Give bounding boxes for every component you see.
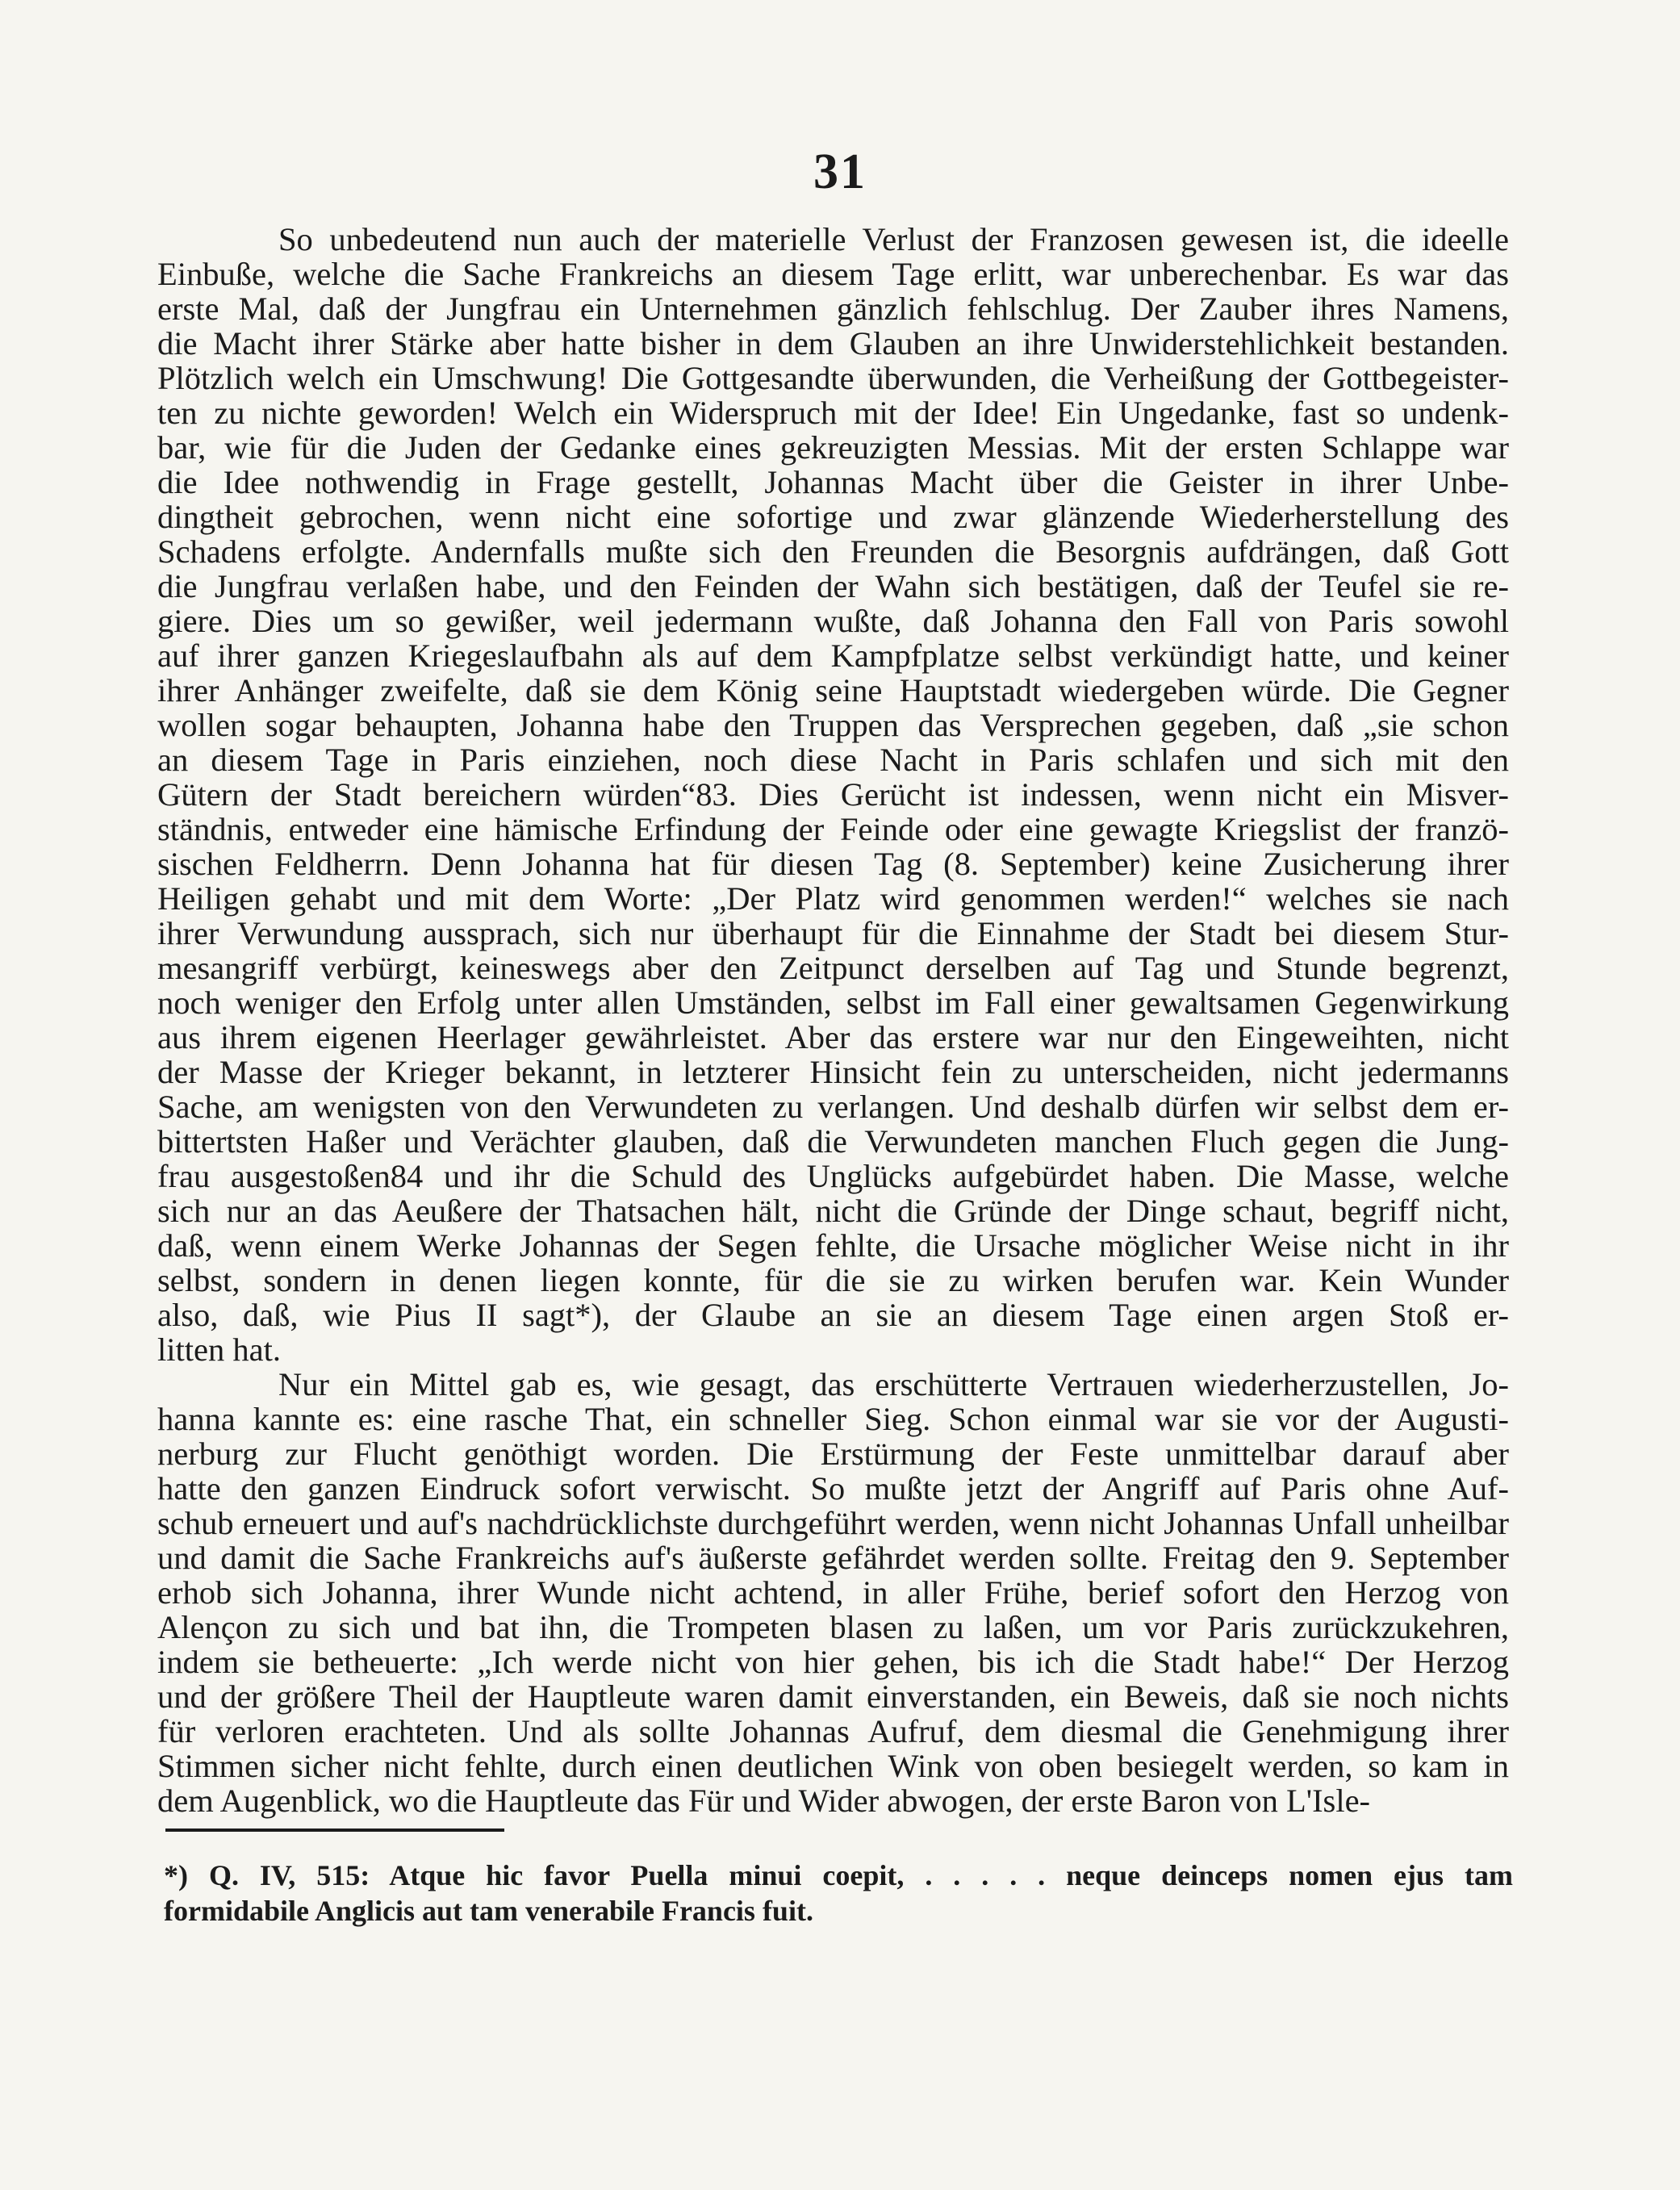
body-line: hanna kannte es: eine rasche That, ein schneller Sieg. Schon einmal war sie vor der Augusti-	[157, 1401, 1509, 1437]
body-line: nerburg zur Flucht genöthigt worden. Die Erstürmung der Feste unmittelbar darauf aber	[157, 1436, 1509, 1472]
body-line: erste Mal, daß der Jungfrau ein Unternehmen gänzlich fehlschlug. Der Zauber ihres Namens,	[157, 290, 1509, 327]
footnote	[164, 1858, 1513, 1929]
body-line: So unbedeutend nun auch der materielle Verlust der Franzosen gewesen ist, die ideelle	[278, 221, 1509, 257]
body-line: Schadens erfolgte. Andernfalls mußte sich den Freunden die Besorgnis aufdrängen, daß Gott	[157, 533, 1509, 570]
body-line: sischen Feldherrn. Denn Johanna hat für diesen Tag (8. September) keine Zusicherung ihrer	[157, 846, 1509, 882]
body-line: frau ausgestoßen84 und ihr die Schuld des Unglücks aufgebürdet haben. Die Masse, welche	[157, 1158, 1509, 1194]
body-line: auf ihrer ganzen Kriegeslaufbahn als auf dem Kampfplatze selbst verkündigt hatte, und keiner	[157, 637, 1509, 674]
body-line: Heiligen gehabt und mit dem Worte: „Der Platz wird genommen werden!“ welches sie nach	[157, 880, 1509, 917]
body-line: bar, wie für die Juden der Gedanke eines gekreuzigten Messias. Mit der ersten Schlappe war	[157, 429, 1509, 466]
body-line: Nur ein Mittel gab es, wie gesagt, das erschütterte Vertrauen wiederherzustellen, Jo-	[278, 1366, 1509, 1402]
body-line: Einbuße, welche die Sache Frankreichs an diesem Tage erlitt, war unberechenbar. Es war das	[157, 256, 1509, 292]
body-line: die Idee nothwendig in Frage gestellt, Johannas Macht über die Geister in ihrer Unbe-	[157, 464, 1509, 500]
page-number: 31	[813, 144, 867, 199]
body-line: ihrer Verwundung aussprach, sich nur überhaupt für die Einnahme der Stadt bei diesem Stur-	[157, 915, 1509, 951]
body-line: Alençon zu sich und bat ihn, die Trompeten blasen zu laßen, um vor Paris zurückzukehren,	[157, 1609, 1509, 1645]
body-line: bittertsten Haßer und Verächter glauben, daß die Verwundeten manchen Fluch gegen die Jung-	[157, 1123, 1509, 1160]
body-line: indem sie betheuerte: „Ich werde nicht von hier gehen, bis ich die Stadt habe!“ Der Herzog	[157, 1644, 1509, 1680]
footnote-line: formidabile Anglicis aut tam venerabile Francis fuit.	[164, 1895, 813, 1927]
body-line: ten zu nichte geworden! Welch ein Widerspruch mit der Idee! Ein Ungedanke, fast so undenk-	[157, 395, 1509, 431]
body-line: aus ihrem eigenen Heerlager gewährleistet. Aber das erstere war nur den Eingeweihten, nicht	[157, 1019, 1509, 1055]
body-line: erhob sich Johanna, ihrer Wunde nicht achtend, in aller Frühe, berief sofort den Herzog von	[157, 1574, 1509, 1611]
body-line: ständnis, entweder eine hämische Erfindung der Feinde oder eine gewagte Kriegslist der franzö-	[157, 811, 1509, 847]
body-line: wollen sogar behaupten, Johanna habe den Truppen das Versprechen gegeben, daß „sie schon	[157, 707, 1509, 743]
body-line: schub erneuert und auf's nachdrücklichste durchgeführt werden, wenn nicht Johannas Unfall unheilbar	[157, 1505, 1509, 1541]
body-line: dem Augenblick, wo die Hauptleute das Für und Wider abwogen, der erste Baron von L'Isle-	[157, 1783, 1371, 1819]
body-line: Sache, am wenigsten von den Verwundeten zu verlangen. Und deshalb dürfen wir selbst dem er-	[157, 1089, 1509, 1125]
body-line: Gütern der Stadt bereichern würden“83. Dies Gerücht ist indessen, wenn nicht ein Misver-	[157, 776, 1509, 813]
body-line: der Masse der Krieger bekannt, in letzterer Hinsicht fein zu unterscheiden, nicht jedermanns	[157, 1054, 1509, 1090]
body-line: giere. Dies um so gewißer, weil jedermann wußte, daß Johanna den Fall von Paris sowohl	[157, 603, 1509, 639]
body-line: die Macht ihrer Stärke aber hatte bisher in dem Glauben an ihre Unwiderstehlichkeit bestanden.	[157, 325, 1509, 362]
body-line: mesangriff verbürgt, keineswegs aber den Zeitpunct derselben auf Tag und Stunde begrenzt,	[157, 950, 1509, 986]
body-text	[157, 222, 1509, 1818]
body-line: hatte den ganzen Eindruck sofort verwischt. So mußte jetzt der Angriff auf Paris ohne Auf-	[157, 1470, 1509, 1507]
body-line: selbst, sondern in denen liegen konnte, für die sie zu wirken berufen war. Kein Wunder	[157, 1262, 1509, 1298]
body-line: für verloren erachteten. Und als sollte Johannas Aufruf, dem diesmal die Genehmigung ihrer	[157, 1713, 1509, 1749]
body-line: noch weniger den Erfolg unter allen Umständen, selbst im Fall einer gewaltsamen Gegenwirkung	[157, 984, 1509, 1021]
body-line: litten hat.	[157, 1331, 281, 1368]
body-line: und der größere Theil der Hauptleute waren damit einverstanden, ein Beweis, daß sie noch nichts	[157, 1678, 1509, 1715]
body-line: dingtheit gebrochen, wenn nicht eine sofortige und zwar glänzende Wiederherstellung des	[157, 499, 1509, 535]
body-line: an diesem Tage in Paris einziehen, noch diese Nacht in Paris schlafen und sich mit den	[157, 742, 1509, 778]
body-line: Plötzlich welch ein Umschwung! Die Gottgesandte überwunden, die Verheißung der Gottbegeister-	[157, 360, 1509, 396]
body-line: und damit die Sache Frankreichs auf's äußerste gefährdet werden sollte. Freitag den 9. September	[157, 1540, 1509, 1576]
footnote-rule	[165, 1828, 504, 1832]
body-line: also, daß, wie Pius II sagt*), der Glaube an sie an diesem Tage einen argen Stoß er-	[157, 1297, 1509, 1333]
body-line: die Jungfrau verlaßen habe, und den Feinden der Wahn sich bestätigen, daß der Teufel sie re-	[157, 568, 1509, 604]
body-line: daß, wenn einem Werke Johannas der Segen fehlte, die Ursache möglicher Weise nicht in ihr	[157, 1227, 1509, 1264]
footnote-line: *) Q. IV, 515: Atque hic favor Puella minui coepit, . . . . . neque deinceps nomen ejus tam	[164, 1859, 1513, 1891]
body-line: Stimmen sicher nicht fehlte, durch einen deutlichen Wink von oben besiegelt werden, so kam in	[157, 1748, 1509, 1784]
body-line: sich nur an das Aeußere der Thatsachen hält, nicht die Gründe der Dinge schaut, begriff nicht,	[157, 1193, 1509, 1229]
body-line: ihrer Anhänger zweifelte, daß sie dem König seine Hauptstadt wiedergeben würde. Die Gegner	[157, 672, 1509, 708]
